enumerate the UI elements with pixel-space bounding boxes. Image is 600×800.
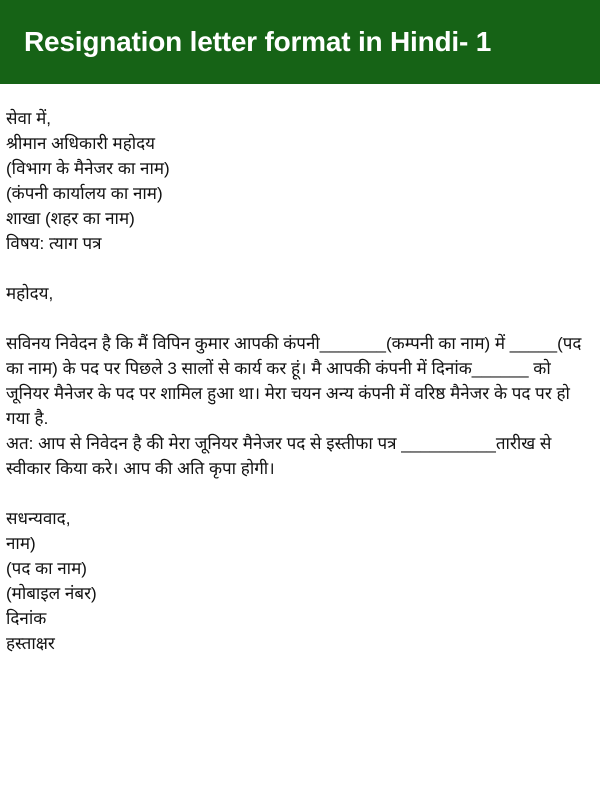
address-line: सेवा में,: [6, 109, 51, 128]
closing-line: हस्ताक्षर: [6, 634, 55, 653]
address-line: (कंपनी कार्यालय का नाम): [6, 184, 163, 203]
closing-line: नाम): [6, 534, 36, 553]
address-line: (विभाग के मैनेजर का नाम): [6, 159, 170, 178]
header-banner: [0, 0, 600, 84]
closing-block: [6, 506, 590, 656]
closing-line: दिनांक: [6, 609, 47, 628]
salutation-line: महोदय,: [6, 284, 54, 303]
body-paragraph-1-block: [6, 331, 590, 481]
letter-content: [0, 84, 600, 656]
page-title: Resignation letter format in Hindi- 1: [24, 25, 492, 57]
subject-line: विषय: त्याग पत्र: [6, 234, 102, 253]
salutation-block: [6, 281, 590, 306]
address-block: [6, 106, 590, 256]
body-paragraph: अत: आप से निवेदन है की मेरा जूनियर मैनेजर पद से इस्तीफा पत्र __________तारीख से स्वीकार किया करे। आप की अति कृपा होगी।: [6, 434, 557, 478]
address-line: शाखा (शहर का नाम): [6, 209, 135, 228]
closing-line: (मोबाइल नंबर): [6, 584, 97, 603]
closing-line: (पद का नाम): [6, 559, 87, 578]
address-line: श्रीमान अधिकारी महोदय: [6, 134, 156, 153]
closing-line: सधन्यवाद,: [6, 509, 71, 528]
body-paragraph: सविनय निवेदन है कि मैं विपिन कुमार आपकी कंपनी_______(कम्पनी का नाम) में _____(पद का नाम) के पद पर पिछले 3 सालों से कार्य कर हूं। मै आपकी कंपनी में दिनांक______ को जूनियर मैनेजर के पद पर शामिल हुआ था। मेरा चयन अन्य कंपनी में वरिष्ठ मैनेजर के पद पर हो गया है.: [6, 334, 587, 428]
